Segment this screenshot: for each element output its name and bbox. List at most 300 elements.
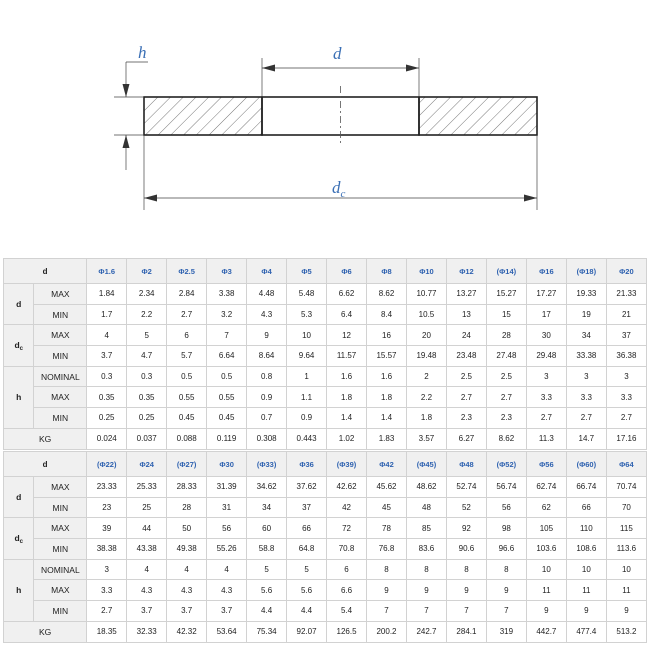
- group-h-label: h: [4, 559, 34, 621]
- value-cell: 2.2: [127, 304, 167, 325]
- value-cell: 34: [566, 325, 606, 346]
- value-cell: 3.7: [127, 601, 167, 622]
- washer-profile: [144, 86, 537, 146]
- group-dc-label: $d_c$: [4, 325, 34, 366]
- value-cell: 0.3: [87, 366, 127, 387]
- value-cell: 13: [446, 304, 486, 325]
- value-cell: 284.1: [446, 621, 486, 642]
- value-cell: 60: [247, 518, 287, 539]
- size-header: (Φ45): [406, 452, 446, 477]
- value-cell: 3.7: [87, 346, 127, 367]
- value-cell: 0.45: [167, 408, 207, 429]
- value-cell: 6: [327, 559, 367, 580]
- table-row: [4, 477, 647, 498]
- value-cell: 9: [566, 601, 606, 622]
- value-cell: 56.74: [486, 477, 526, 498]
- value-cell: 1.1: [287, 387, 327, 408]
- value-cell: 37.62: [287, 477, 327, 498]
- value-cell: 2.7: [526, 408, 566, 429]
- value-cell: 7: [367, 601, 407, 622]
- value-cell: 11: [606, 580, 646, 601]
- value-cell: 319: [486, 621, 526, 642]
- table-row: [4, 621, 647, 642]
- row-label-max: MAX: [34, 477, 87, 498]
- table-row: [4, 580, 647, 601]
- value-cell: 15: [486, 304, 526, 325]
- value-cell: 11.57: [327, 346, 367, 367]
- value-cell: 19.33: [566, 284, 606, 305]
- value-cell: 10: [526, 559, 566, 580]
- size-header: Φ36: [287, 452, 327, 477]
- size-header: (Φ33): [247, 452, 287, 477]
- value-cell: 1.4: [367, 408, 407, 429]
- size-header: (Φ14): [486, 259, 526, 284]
- value-cell: 2.7: [87, 601, 127, 622]
- value-cell: 0.55: [207, 387, 247, 408]
- value-cell: 49.38: [167, 539, 207, 560]
- dimension-dc: [144, 135, 537, 210]
- value-cell: 3: [606, 366, 646, 387]
- spec-table-small-sizes: [3, 258, 647, 450]
- value-cell: 0.55: [167, 387, 207, 408]
- value-cell: 48: [406, 497, 446, 518]
- value-cell: 2: [406, 366, 446, 387]
- spec-table-large-sizes: [3, 451, 647, 643]
- row-label-kg: KG: [4, 621, 87, 642]
- value-cell: 4.3: [167, 580, 207, 601]
- value-cell: 43.38: [127, 539, 167, 560]
- value-cell: 0.308: [247, 428, 287, 449]
- value-cell: 34: [247, 497, 287, 518]
- value-cell: 78: [367, 518, 407, 539]
- value-cell: 98: [486, 518, 526, 539]
- value-cell: 3: [526, 366, 566, 387]
- value-cell: 0.35: [87, 387, 127, 408]
- value-cell: 6.4: [327, 304, 367, 325]
- value-cell: 19.48: [406, 346, 446, 367]
- value-cell: 4: [167, 559, 207, 580]
- row-label-kg: KG: [4, 428, 87, 449]
- value-cell: 17.16: [606, 428, 646, 449]
- table-row: [4, 325, 647, 346]
- value-cell: 12: [327, 325, 367, 346]
- value-cell: 3.3: [606, 387, 646, 408]
- size-header: Φ12: [446, 259, 486, 284]
- value-cell: 15.57: [367, 346, 407, 367]
- value-cell: 1.8: [327, 387, 367, 408]
- value-cell: 31.39: [207, 477, 247, 498]
- value-cell: 0.037: [127, 428, 167, 449]
- size-header: Φ10: [406, 259, 446, 284]
- value-cell: 11.3: [526, 428, 566, 449]
- value-cell: 36.38: [606, 346, 646, 367]
- value-cell: 1.8: [406, 408, 446, 429]
- value-cell: 0.8: [247, 366, 287, 387]
- value-cell: 64.8: [287, 539, 327, 560]
- value-cell: 18.35: [87, 621, 127, 642]
- value-cell: 28: [486, 325, 526, 346]
- value-cell: 4: [127, 559, 167, 580]
- value-cell: 0.024: [87, 428, 127, 449]
- value-cell: 1.83: [367, 428, 407, 449]
- value-cell: 56: [207, 518, 247, 539]
- value-cell: 5.3: [287, 304, 327, 325]
- group-dc-label: $d_c$: [4, 518, 34, 559]
- value-cell: 113.6: [606, 539, 646, 560]
- dimension-h-label: h: [138, 43, 147, 62]
- value-cell: 28: [167, 497, 207, 518]
- value-cell: 92.07: [287, 621, 327, 642]
- value-cell: 3.3: [87, 580, 127, 601]
- row-label-max: MAX: [34, 325, 87, 346]
- value-cell: 0.5: [207, 366, 247, 387]
- value-cell: 8.62: [367, 284, 407, 305]
- value-cell: 5.6: [287, 580, 327, 601]
- value-cell: 6.64: [207, 346, 247, 367]
- value-cell: 25.33: [127, 477, 167, 498]
- value-cell: 4.3: [247, 304, 287, 325]
- value-cell: 50: [167, 518, 207, 539]
- size-header: (Φ18): [566, 259, 606, 284]
- value-cell: 33.38: [566, 346, 606, 367]
- row-label-min: MIN: [34, 346, 87, 367]
- value-cell: 21.33: [606, 284, 646, 305]
- value-cell: 2.7: [566, 408, 606, 429]
- value-cell: 1.7: [87, 304, 127, 325]
- value-cell: 3.57: [406, 428, 446, 449]
- value-cell: 7: [406, 601, 446, 622]
- value-cell: 0.9: [287, 408, 327, 429]
- size-header: Φ42: [367, 452, 407, 477]
- value-cell: 3.3: [566, 387, 606, 408]
- value-cell: 66: [566, 497, 606, 518]
- value-cell: 0.443: [287, 428, 327, 449]
- value-cell: 66: [287, 518, 327, 539]
- value-cell: 0.5: [167, 366, 207, 387]
- value-cell: 66.74: [566, 477, 606, 498]
- value-cell: 27.48: [486, 346, 526, 367]
- value-cell: 0.088: [167, 428, 207, 449]
- value-cell: 37: [287, 497, 327, 518]
- value-cell: 4.48: [247, 284, 287, 305]
- value-cell: 6.62: [327, 284, 367, 305]
- value-cell: 0.9: [247, 387, 287, 408]
- value-cell: 4.4: [287, 601, 327, 622]
- value-cell: 70: [606, 497, 646, 518]
- value-cell: 0.7: [247, 408, 287, 429]
- value-cell: 11: [566, 580, 606, 601]
- value-cell: 76.8: [367, 539, 407, 560]
- value-cell: 10: [606, 559, 646, 580]
- value-cell: 7: [446, 601, 486, 622]
- value-cell: 42: [327, 497, 367, 518]
- row-label-nominal: NOMINAL: [34, 559, 87, 580]
- value-cell: 1.84: [87, 284, 127, 305]
- value-cell: 477.4: [566, 621, 606, 642]
- value-cell: 38.38: [87, 539, 127, 560]
- value-cell: 8: [446, 559, 486, 580]
- size-header: Φ16: [526, 259, 566, 284]
- value-cell: 110: [566, 518, 606, 539]
- value-cell: 42.62: [327, 477, 367, 498]
- size-header-row: [4, 452, 647, 477]
- dimension-d-label: d: [333, 44, 342, 63]
- value-cell: 56: [486, 497, 526, 518]
- value-cell: 23.48: [446, 346, 486, 367]
- value-cell: 2.84: [167, 284, 207, 305]
- value-cell: 53.64: [207, 621, 247, 642]
- row-label-nominal: NOMINAL: [34, 366, 87, 387]
- row-label-max: MAX: [34, 284, 87, 305]
- value-cell: 3.7: [167, 601, 207, 622]
- value-cell: 4.4: [247, 601, 287, 622]
- value-cell: 85: [406, 518, 446, 539]
- value-cell: 8.64: [247, 346, 287, 367]
- value-cell: 9: [486, 580, 526, 601]
- value-cell: 75.34: [247, 621, 287, 642]
- value-cell: 1.6: [327, 366, 367, 387]
- value-cell: 90.6: [446, 539, 486, 560]
- value-cell: 105: [526, 518, 566, 539]
- size-header-row: [4, 259, 647, 284]
- header-label: d: [4, 452, 87, 477]
- value-cell: 0.119: [207, 428, 247, 449]
- value-cell: 20: [406, 325, 446, 346]
- value-cell: 9: [406, 580, 446, 601]
- value-cell: 0.25: [87, 408, 127, 429]
- value-cell: 45.62: [367, 477, 407, 498]
- value-cell: 15.27: [486, 284, 526, 305]
- value-cell: 2.3: [486, 408, 526, 429]
- value-cell: 8: [367, 559, 407, 580]
- value-cell: 103.6: [526, 539, 566, 560]
- row-label-min: MIN: [34, 601, 87, 622]
- size-header: Φ3: [207, 259, 247, 284]
- value-cell: 2.7: [486, 387, 526, 408]
- group-h-label: h: [4, 366, 34, 428]
- value-cell: 28.33: [167, 477, 207, 498]
- value-cell: 9: [446, 580, 486, 601]
- value-cell: 42.32: [167, 621, 207, 642]
- value-cell: 126.5: [327, 621, 367, 642]
- value-cell: 31: [207, 497, 247, 518]
- value-cell: 39: [87, 518, 127, 539]
- value-cell: 108.6: [566, 539, 606, 560]
- size-header: Φ64: [606, 452, 646, 477]
- value-cell: 442.7: [526, 621, 566, 642]
- value-cell: 13.27: [446, 284, 486, 305]
- value-cell: 52.74: [446, 477, 486, 498]
- value-cell: 34.62: [247, 477, 287, 498]
- value-cell: 115: [606, 518, 646, 539]
- value-cell: 32.33: [127, 621, 167, 642]
- value-cell: 9: [606, 601, 646, 622]
- table-row: [4, 497, 647, 518]
- table-row: [4, 387, 647, 408]
- size-header: Φ56: [526, 452, 566, 477]
- value-cell: 1.8: [367, 387, 407, 408]
- value-cell: 30: [526, 325, 566, 346]
- value-cell: 5: [287, 559, 327, 580]
- value-cell: 0.45: [207, 408, 247, 429]
- table-row: [4, 284, 647, 305]
- value-cell: 62: [526, 497, 566, 518]
- size-header: Φ1.6: [87, 259, 127, 284]
- size-header: (Φ22): [87, 452, 127, 477]
- row-label-min: MIN: [34, 497, 87, 518]
- value-cell: 2.3: [446, 408, 486, 429]
- row-label-min: MIN: [34, 304, 87, 325]
- value-cell: 96.6: [486, 539, 526, 560]
- header-label: d: [4, 259, 87, 284]
- value-cell: 1.02: [327, 428, 367, 449]
- value-cell: 1.6: [367, 366, 407, 387]
- size-header: (Φ39): [327, 452, 367, 477]
- value-cell: 0.35: [127, 387, 167, 408]
- value-cell: 4.7: [127, 346, 167, 367]
- value-cell: 10.5: [406, 304, 446, 325]
- group-d-label: d: [4, 284, 34, 325]
- value-cell: 1.4: [327, 408, 367, 429]
- value-cell: 6.27: [446, 428, 486, 449]
- row-label-max: MAX: [34, 580, 87, 601]
- value-cell: 72: [327, 518, 367, 539]
- value-cell: 4.3: [207, 580, 247, 601]
- value-cell: 5.4: [327, 601, 367, 622]
- value-cell: 8.62: [486, 428, 526, 449]
- value-cell: 8: [406, 559, 446, 580]
- table-row: [4, 304, 647, 325]
- value-cell: 4: [87, 325, 127, 346]
- value-cell: 55.26: [207, 539, 247, 560]
- size-header: (Φ60): [566, 452, 606, 477]
- value-cell: 4: [207, 559, 247, 580]
- row-label-min: MIN: [34, 408, 87, 429]
- dimension-dc-label: $d_c$: [332, 178, 346, 200]
- size-header: Φ48: [446, 452, 486, 477]
- value-cell: 9: [247, 325, 287, 346]
- value-cell: 44: [127, 518, 167, 539]
- value-cell: 7: [207, 325, 247, 346]
- value-cell: 3.38: [207, 284, 247, 305]
- value-cell: 5: [127, 325, 167, 346]
- value-cell: 9: [367, 580, 407, 601]
- value-cell: 11: [526, 580, 566, 601]
- dimension-h: [114, 43, 148, 170]
- value-cell: 19: [566, 304, 606, 325]
- table-row: [4, 539, 647, 560]
- value-cell: 5.6: [247, 580, 287, 601]
- value-cell: 83.6: [406, 539, 446, 560]
- table-row: [4, 428, 647, 449]
- value-cell: 2.5: [486, 366, 526, 387]
- size-header: (Φ52): [486, 452, 526, 477]
- size-header: Φ30: [207, 452, 247, 477]
- size-header: Φ8: [367, 259, 407, 284]
- value-cell: 5.48: [287, 284, 327, 305]
- value-cell: 3: [566, 366, 606, 387]
- value-cell: 3: [87, 559, 127, 580]
- value-cell: 92: [446, 518, 486, 539]
- value-cell: 52: [446, 497, 486, 518]
- value-cell: 5: [247, 559, 287, 580]
- value-cell: 45: [367, 497, 407, 518]
- value-cell: 29.48: [526, 346, 566, 367]
- size-header: Φ4: [247, 259, 287, 284]
- value-cell: 6.6: [327, 580, 367, 601]
- value-cell: 14.7: [566, 428, 606, 449]
- table-row: [4, 346, 647, 367]
- table-row: [4, 601, 647, 622]
- row-label-max: MAX: [34, 518, 87, 539]
- value-cell: 8: [486, 559, 526, 580]
- value-cell: 17.27: [526, 284, 566, 305]
- value-cell: 0.25: [127, 408, 167, 429]
- value-cell: 70.74: [606, 477, 646, 498]
- value-cell: 21: [606, 304, 646, 325]
- row-label-min: MIN: [34, 539, 87, 560]
- value-cell: 3.3: [526, 387, 566, 408]
- value-cell: 2.7: [167, 304, 207, 325]
- size-header: Φ5: [287, 259, 327, 284]
- group-d-label: d: [4, 477, 34, 518]
- size-header: Φ2.5: [167, 259, 207, 284]
- value-cell: 3.7: [207, 601, 247, 622]
- value-cell: 5.7: [167, 346, 207, 367]
- value-cell: 10: [287, 325, 327, 346]
- table-row: [4, 366, 647, 387]
- value-cell: 513.2: [606, 621, 646, 642]
- value-cell: 2.34: [127, 284, 167, 305]
- value-cell: 48.62: [406, 477, 446, 498]
- value-cell: 62.74: [526, 477, 566, 498]
- value-cell: 7: [486, 601, 526, 622]
- value-cell: 70.8: [327, 539, 367, 560]
- value-cell: 23.33: [87, 477, 127, 498]
- value-cell: 200.2: [367, 621, 407, 642]
- value-cell: 37: [606, 325, 646, 346]
- value-cell: 10: [566, 559, 606, 580]
- value-cell: 25: [127, 497, 167, 518]
- value-cell: 24: [446, 325, 486, 346]
- table-row: [4, 408, 647, 429]
- size-header: Φ20: [606, 259, 646, 284]
- value-cell: 2.7: [446, 387, 486, 408]
- value-cell: 6: [167, 325, 207, 346]
- size-header: Φ6: [327, 259, 367, 284]
- value-cell: 1: [287, 366, 327, 387]
- size-header: (Φ27): [167, 452, 207, 477]
- size-header: Φ2: [127, 259, 167, 284]
- value-cell: 23: [87, 497, 127, 518]
- value-cell: 9.64: [287, 346, 327, 367]
- value-cell: 10.77: [406, 284, 446, 305]
- value-cell: 4.3: [127, 580, 167, 601]
- value-cell: 242.7: [406, 621, 446, 642]
- row-label-max: MAX: [34, 387, 87, 408]
- value-cell: 17: [526, 304, 566, 325]
- value-cell: 2.7: [606, 408, 646, 429]
- value-cell: 9: [526, 601, 566, 622]
- value-cell: 2.2: [406, 387, 446, 408]
- table-row: [4, 518, 647, 539]
- value-cell: 0.3: [127, 366, 167, 387]
- table-row: [4, 559, 647, 580]
- value-cell: 2.5: [446, 366, 486, 387]
- value-cell: 58.8: [247, 539, 287, 560]
- value-cell: 8.4: [367, 304, 407, 325]
- size-header: Φ24: [127, 452, 167, 477]
